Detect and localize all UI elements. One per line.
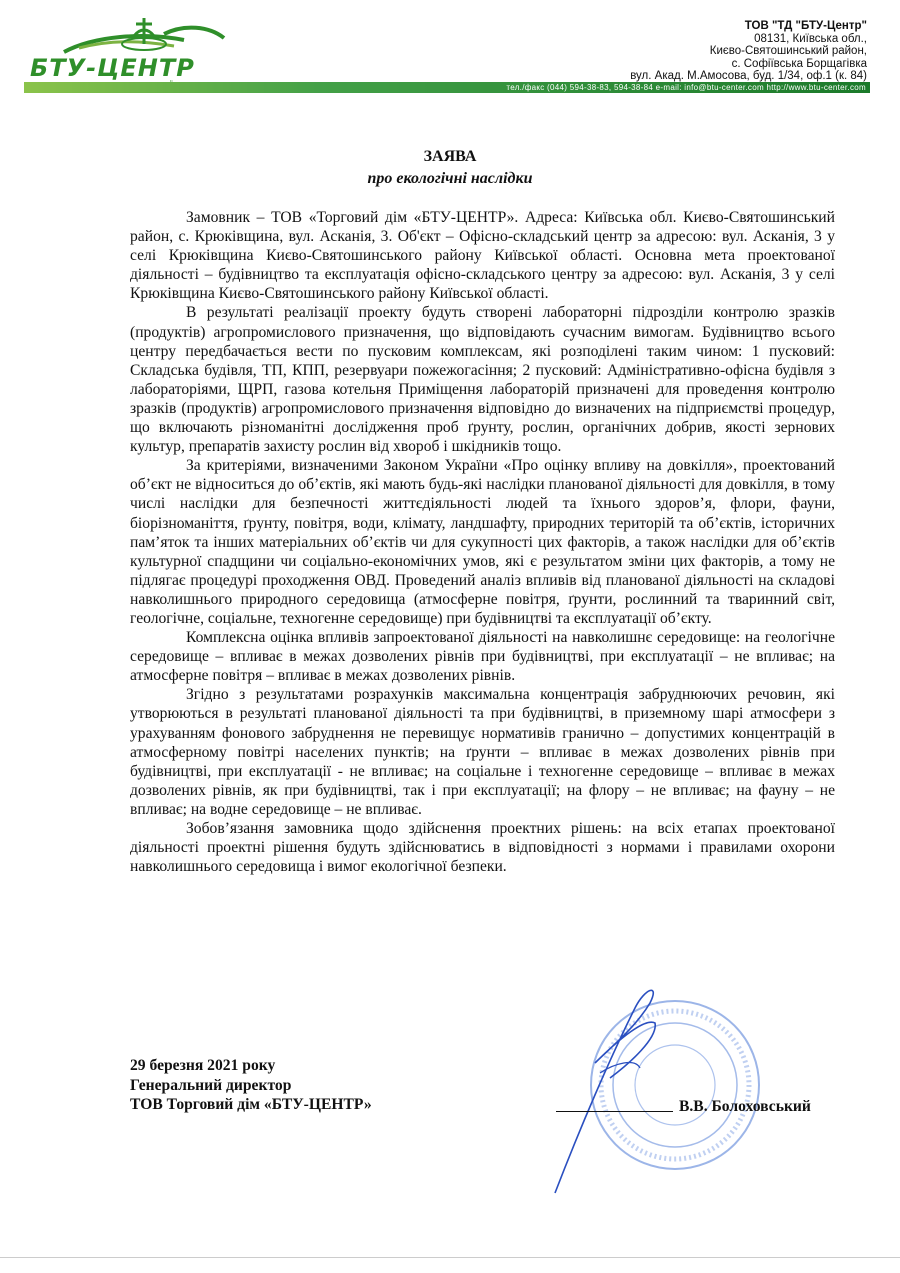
signature-date: 29 березня 2021 року <box>130 1057 276 1074</box>
paragraph: Комплексна оцінка впливів запроектованої діяльності на навколишнє середовище: на геологічне середовище – впливає в межах дозволених рівнів при будівництві, при експлуатації – не впливає; на атмосферне повітря – впливає в межах дозволених рівнів. <box>130 629 835 685</box>
paragraph: Згідно з результатами розрахунків максимальна концентрація забруднюючих речовин, які утворюються в результаті планованої діяльності та при будівництві, в приземному шарі атмосфери з урахуванням фонового забруднення не перевищує нормативів гранично – допустимих концентрацій в атмосферному повітрі населених пунктів; на ґрунти – впливає в межах дозволених рівнів при будівництві, при експлуатації - не впливає; на соціальне і техногенне середовище – впливає в межах дозволених рівнів, як при будівництві, так і при експлуатації; на флору – не впливає; на фауну – не впливає; на водне середовище – не впливає. <box>130 686 835 818</box>
handwritten-signature <box>540 968 670 1198</box>
signature-block <box>130 1056 372 1115</box>
document-subtitle: про екологічні наслідки <box>367 170 533 187</box>
company-line: вул. Акад. М.Амосова, буд. 1/34, оф.1 (к. 84) <box>630 70 867 82</box>
company-line: Києво-Святошинський район, <box>709 45 867 57</box>
signatory-name: В.В. Болоховський <box>679 1098 811 1115</box>
paragraph: За критеріями, визначеними Законом України «Про оцінку впливу на довкілля», проектований об’єкт не відноситься до об’єктів, які мають будь-які наслідки планованої діяльності для довкілля, в тому числі наслідки для безпечності життєдіяльності людей та їхнього здоров’я, флори, фауни, біорізноманіття, ґрунту, повітря, води, клімату, ландшафту, природних територій та об’єктів, історичних пам’яток та інших матеріальних об’єктів чи для сукупності цих факторів, а також наслідки для об’єктів культурної спадщини чи соціально-економічних умов, які є результатом зміни цих факторів, а тому не підлягає процедурі проходження ОВД. Проведений аналіз впливів від планованої діяльності на складові навколишнього природного середовища (атмосферне повітря, ґрунти, рослинний та тваринний світ, геологічне, соціальне, техногенне середовище) при будівництві та експлуатації об’єкту. <box>130 457 835 627</box>
signature-line <box>556 1111 673 1112</box>
logo-emblem-icon <box>24 14 246 58</box>
bottom-rule <box>0 1257 900 1258</box>
company-line: ТОВ "ТД "БТУ-Центр" <box>744 20 867 32</box>
paragraph: В результаті реалізації проекту будуть створені лабораторні підрозділи контролю зразків (продуктів) агропромислового призначення, що відповідають сучасним вимогам. Будівництво всього центру передбачається вести по пусковим комплексам, які розподілені таким чином: 1 пусковий: Складська будівля, ТП, КПП, резервуари пожежогасіння; 2 пусковий: Адміністративно-офісна будівля з лабораторіями, ЩРП, газова котельня Приміщення лабораторій призначені для проведення контролю зразків (продуктів) агропромислового призначення відповідно до визначених на підприємстві процедур, що включають різноманітні дослідження проб ґрунту, рослин, органічних добрив, якості зернових культур, препаратів захисту рослин від хвороб і шкідників тощо. <box>130 304 835 456</box>
paragraph: Замовник – ТОВ «Торговий дім «БТУ-ЦЕНТР». Адреса: Київська обл. Києво-Святошинський район, с. Крюківщина, вул. Асканія, 3. Об'єкт – Офісно-складський центр за адресою: вул. Асканія, 3 у селі Крюківщина Києво-Святошинського району Київської області. Основна мета проектованої діяльності – будівництво та експлуатація офісно-складського центру за адресою: вул. Асканія, 3 у селі Крюківщина Києво-Святошинського району Київської області. <box>130 209 835 303</box>
logo-name: БТУ-ЦЕНТР <box>30 54 195 82</box>
paragraph: Зобов’язання замовника щодо здійснення проектних рішень: на всіх етапах проектованої діяльності проектні рішення будуть здійснюватись в відповідності з нормами і правилами охорони навколишнього середовища і вимог екологічної безпеки. <box>130 820 835 876</box>
signatory-company: ТОВ Торговий дім «БТУ-ЦЕНТР» <box>130 1096 372 1114</box>
company-address <box>630 20 867 83</box>
company-line: с. Софіївська Борщагівка <box>731 57 867 70</box>
company-line: 08131, Київська обл., <box>754 32 867 45</box>
document-body <box>130 208 835 876</box>
company-logo <box>24 14 246 82</box>
signatory-position: Генеральний директор <box>130 1076 292 1094</box>
contact-info: тел./факс (044) 594-38-83, 594-38-84 e-mail: info@btu-center.com http://www.btu-center.com <box>506 83 866 92</box>
document-title: ЗАЯВА <box>423 148 477 165</box>
